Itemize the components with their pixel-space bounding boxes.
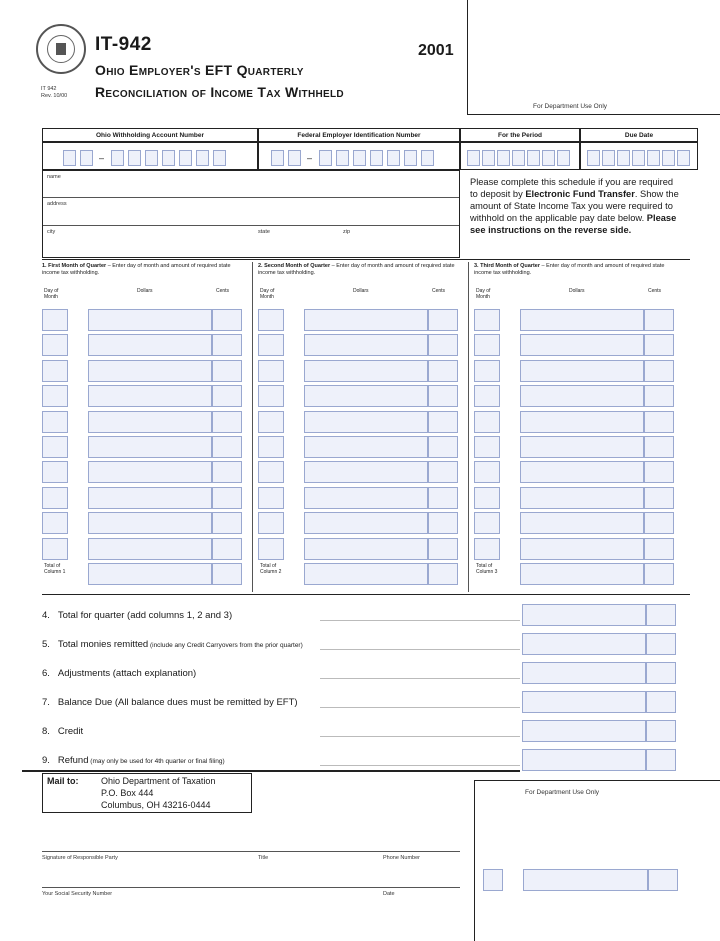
instructions-text: Please complete this schedule if you are required to deposit by Electronic Fund Transfer. Show the amount of State Income Tax you were required to withhold on the applicable pay date below. Please see instructions on the reverse side. [470, 177, 679, 235]
dollars-input-m1-r2[interactable] [88, 334, 212, 356]
cents-input-m2-r4[interactable] [428, 385, 458, 407]
line-number: 4. [42, 610, 50, 621]
mail-line2: P.O. Box 444 [101, 788, 154, 798]
dollars-input-m3-r5[interactable] [520, 411, 644, 433]
day-input-m3-r4[interactable] [474, 385, 500, 407]
dollars-input-m1-r10[interactable] [88, 538, 212, 560]
dollars-input-m2-r8[interactable] [304, 487, 428, 509]
summary-dollars-7[interactable] [522, 691, 646, 713]
cents-input-m2-r6[interactable] [428, 436, 458, 458]
day-input-m2-r10[interactable] [258, 538, 284, 560]
dollars-input-m2-r10[interactable] [304, 538, 428, 560]
column-total-label-3: Total of Column 3 [476, 563, 498, 575]
mail-to-label: Mail to: [47, 776, 79, 786]
total-dollars-m3[interactable] [520, 563, 644, 585]
department-use-label: For Department Use Only [533, 103, 608, 110]
dollars-input-m3-r6[interactable] [520, 436, 644, 458]
cents-input-m2-r3[interactable] [428, 360, 458, 382]
line-number: 7. [42, 697, 50, 708]
line-note: (may only be used for 4th quarter or final filing) [88, 758, 225, 765]
day-input-m1-r1[interactable] [42, 309, 68, 331]
dollars-label-1: Dollars [137, 288, 153, 294]
month-header-3: 3. Third Month of Quarter – Enter day of month and amount of required state income tax withholding. [474, 263, 665, 276]
dollars-label-3: Dollars [569, 288, 585, 294]
dollars-input-m2-r9[interactable] [304, 512, 428, 534]
column-total-label-1: Total of Column 1 [44, 563, 66, 575]
dollars-input-m2-r3[interactable] [304, 360, 428, 382]
summary-cents-9[interactable] [646, 749, 676, 771]
dollars-input-m2-r6[interactable] [304, 436, 428, 458]
state-label: state [258, 229, 270, 235]
day-input-m2-r8[interactable] [258, 487, 284, 509]
leader-dots [320, 707, 520, 708]
day-input-m3-r10[interactable] [474, 538, 500, 560]
mailing-address-box [42, 773, 252, 813]
month-header-1: 1. First Month of Quarter – Enter day of month and amount of required state income tax withholding. [42, 263, 231, 276]
ssn-field[interactable] [42, 870, 372, 886]
name-field[interactable] [44, 184, 454, 200]
federal-ein-header: Federal Employer Identification Number [258, 128, 460, 142]
date-field[interactable] [383, 870, 460, 886]
day-input-m2-r7[interactable] [258, 461, 284, 483]
form-number: IT-942 [95, 34, 152, 55]
period-field[interactable] [460, 142, 580, 170]
leader-dots [320, 678, 520, 679]
ohio-seal-icon [36, 24, 86, 74]
day-input-m3-r1[interactable] [474, 309, 500, 331]
cents-input-m3-r9[interactable] [644, 512, 674, 534]
total-dollars-m1[interactable] [88, 563, 212, 585]
total-cents-m3[interactable] [644, 563, 674, 585]
dollars-label-2: Dollars [353, 288, 369, 294]
day-input-m1-r4[interactable] [42, 385, 68, 407]
dollars-input-m3-r10[interactable] [520, 538, 644, 560]
cents-input-m3-r5[interactable] [644, 411, 674, 433]
cents-input-m2-r10[interactable] [428, 538, 458, 560]
line-number: 5. [42, 639, 50, 650]
dollars-input-m3-r4[interactable] [520, 385, 644, 407]
cents-label-1: Cents [216, 288, 230, 294]
department-use-label-bottom: For Department Use Only [525, 789, 600, 796]
summary-dollars-9[interactable] [522, 749, 646, 771]
cents-input-m2-r2[interactable] [428, 334, 458, 356]
total-dollars-m2[interactable] [304, 563, 428, 585]
dollars-input-m3-r2[interactable] [520, 334, 644, 356]
day-input-m1-r8[interactable] [42, 487, 68, 509]
form-code: IT 942 [41, 86, 57, 92]
phone-label: Phone Number [383, 855, 420, 861]
dollars-input-m2-r4[interactable] [304, 385, 428, 407]
title-field[interactable] [258, 834, 378, 850]
day-input-m1-r5[interactable] [42, 411, 68, 433]
day-input-m2-r5[interactable] [258, 411, 284, 433]
signature-label: Signature of Responsible Party [42, 855, 118, 861]
dollars-input-m3-r1[interactable] [520, 309, 644, 331]
phone-field[interactable] [383, 834, 460, 850]
day-input-m1-r7[interactable] [42, 461, 68, 483]
cents-input-m3-r4[interactable] [644, 385, 674, 407]
dollars-input-m1-r6[interactable] [88, 436, 212, 458]
date-label: Date [383, 891, 395, 897]
dollars-input-m3-r3[interactable] [520, 360, 644, 382]
line-number: 8. [42, 726, 50, 737]
day-input-m3-r6[interactable] [474, 436, 500, 458]
name-label: name [47, 174, 61, 180]
cents-input-m1-r5[interactable] [212, 411, 242, 433]
cents-input-m3-r3[interactable] [644, 360, 674, 382]
leader-dots [320, 620, 520, 621]
day-input-m3-r5[interactable] [474, 411, 500, 433]
leader-dots [320, 736, 520, 737]
mail-line3: Columbus, OH 43216-0444 [101, 800, 211, 810]
summary-dollars-8[interactable] [522, 720, 646, 742]
form-title-line2: Reconciliation of Income Tax Withheld [95, 84, 344, 100]
withholding-account-field[interactable]: – [42, 142, 258, 170]
cents-input-m1-r7[interactable] [212, 461, 242, 483]
cents-input-m1-r9[interactable] [212, 512, 242, 534]
federal-ein-field[interactable]: – [258, 142, 460, 170]
dollars-input-m2-r7[interactable] [304, 461, 428, 483]
cents-input-m2-r1[interactable] [428, 309, 458, 331]
cents-input-m3-r1[interactable] [644, 309, 674, 331]
cents-input-m1-r4[interactable] [212, 385, 242, 407]
leader-dots [320, 765, 520, 766]
withholding-account-header: Ohio Withholding Account Number [42, 128, 258, 142]
column-divider-1 [252, 262, 253, 592]
signature-field[interactable] [42, 834, 252, 850]
dollars-input-m1-r5[interactable] [88, 411, 212, 433]
cents-input-m3-r2[interactable] [644, 334, 674, 356]
line-label: Refund [57, 755, 89, 766]
state-field[interactable] [255, 238, 335, 254]
total-cents-m2[interactable] [428, 563, 458, 585]
day-input-m1-r10[interactable] [42, 538, 68, 560]
cents-input-m2-r9[interactable] [428, 512, 458, 534]
cents-input-m3-r7[interactable] [644, 461, 674, 483]
address-label: address [47, 201, 67, 207]
cents-input-m1-r6[interactable] [212, 436, 242, 458]
department-use-box [467, 0, 720, 115]
dollars-input-m2-r5[interactable] [304, 411, 428, 433]
address-field[interactable] [44, 212, 454, 228]
city-label: city [47, 229, 56, 235]
day-input-m2-r4[interactable] [258, 385, 284, 407]
dollars-input-m1-r9[interactable] [88, 512, 212, 534]
dollars-input-m1-r3[interactable] [88, 360, 212, 382]
month-header-2: 2. Second Month of Quarter – Enter day of month and amount of required state income tax withholding. [258, 263, 455, 276]
cents-input-m2-r7[interactable] [428, 461, 458, 483]
cents-input-m1-r3[interactable] [212, 360, 242, 382]
day-input-m1-r9[interactable] [42, 512, 68, 534]
summary-cents-7[interactable] [646, 691, 676, 713]
line-label: Total for quarter (add columns 1, 2 and 3) [57, 610, 233, 621]
cents-label-3: Cents [648, 288, 662, 294]
title-label: Title [258, 855, 269, 861]
cents-input-m1-r2[interactable] [212, 334, 242, 356]
form-revision: Rev. 10/00 [41, 93, 68, 99]
mail-line1: Ohio Department of Taxation [101, 776, 216, 786]
day-input-m3-r7[interactable] [474, 461, 500, 483]
summary-cents-5[interactable] [646, 633, 676, 655]
day-input-m2-r1[interactable] [258, 309, 284, 331]
day-input-m2-r9[interactable] [258, 512, 284, 534]
summary-dollars-5[interactable] [522, 633, 646, 655]
summary-cents-6[interactable] [646, 662, 676, 684]
cents-input-m3-r6[interactable] [644, 436, 674, 458]
form-title-line1: Ohio Employer's EFT Quarterly [95, 62, 304, 78]
summary-cents-8[interactable] [646, 720, 676, 742]
line-note: (include any Credit Carryovers from the prior quarter) [148, 642, 303, 649]
summary-dollars-4[interactable] [522, 604, 646, 626]
line-label: Balance Due (All balance dues must be remitted by EFT) [57, 697, 298, 708]
day-input-m3-r8[interactable] [474, 487, 500, 509]
line-label: Adjustments (attach explanation) [57, 668, 197, 679]
dollars-input-m3-r8[interactable] [520, 487, 644, 509]
cents-input-m1-r1[interactable] [212, 309, 242, 331]
day-of-month-label-1: Day of Month [44, 288, 59, 300]
summary-cents-4[interactable] [646, 604, 676, 626]
dollars-input-m3-r7[interactable] [520, 461, 644, 483]
dollars-input-m3-r9[interactable] [520, 512, 644, 534]
line-label: Total monies remitted [57, 639, 149, 650]
period-header: For the Period [460, 128, 580, 142]
cents-input-m1-r10[interactable] [212, 538, 242, 560]
zip-label: zip [343, 229, 351, 235]
due-date-header: Due Date [580, 128, 698, 142]
dollars-input-m2-r1[interactable] [304, 309, 428, 331]
cents-input-m3-r10[interactable] [644, 538, 674, 560]
cents-input-m2-r5[interactable] [428, 411, 458, 433]
day-input-m1-r2[interactable] [42, 334, 68, 356]
dollars-input-m1-r8[interactable] [88, 487, 212, 509]
cents-input-m1-r8[interactable] [212, 487, 242, 509]
day-of-month-label-2: Day of Month [260, 288, 275, 300]
total-cents-m1[interactable] [212, 563, 242, 585]
line-number: 6. [42, 668, 50, 679]
cents-label-2: Cents [432, 288, 446, 294]
line-number: 9. [42, 755, 50, 766]
day-input-m1-r6[interactable] [42, 436, 68, 458]
dollars-input-m1-r4[interactable] [88, 385, 212, 407]
tax-year: 2001 [418, 42, 454, 59]
day-input-m3-r2[interactable] [474, 334, 500, 356]
department-use-box-bottom [474, 780, 720, 941]
ssn-label: Your Social Security Number [42, 891, 113, 897]
summary-dollars-6[interactable] [522, 662, 646, 684]
day-input-m3-r9[interactable] [474, 512, 500, 534]
dollars-input-m2-r2[interactable] [304, 334, 428, 356]
due-date-field[interactable] [580, 142, 698, 170]
dollars-input-m1-r1[interactable] [88, 309, 212, 331]
day-input-m2-r6[interactable] [258, 436, 284, 458]
leader-dots [320, 649, 520, 650]
day-input-m2-r3[interactable] [258, 360, 284, 382]
column-total-label-2: Total of Column 2 [260, 563, 282, 575]
day-of-month-label-3: Day of Month [476, 288, 491, 300]
day-input-m3-r3[interactable] [474, 360, 500, 382]
zip-field[interactable] [340, 238, 450, 254]
dollars-input-m1-r7[interactable] [88, 461, 212, 483]
city-field[interactable] [44, 238, 244, 254]
day-input-m2-r2[interactable] [258, 334, 284, 356]
line-label: Credit [57, 726, 84, 737]
cents-input-m3-r8[interactable] [644, 487, 674, 509]
cents-input-m2-r8[interactable] [428, 487, 458, 509]
day-input-m1-r3[interactable] [42, 360, 68, 382]
column-divider-2 [468, 262, 469, 592]
